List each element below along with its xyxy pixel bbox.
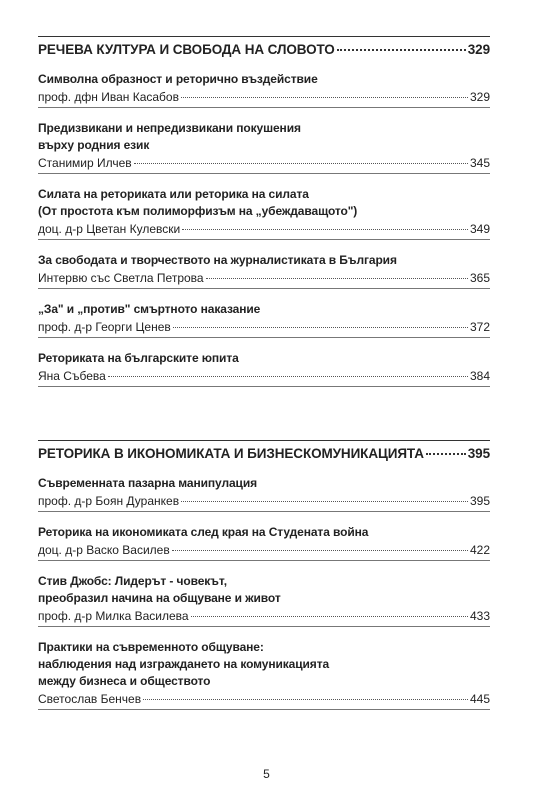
toc-entry — [38, 639, 490, 710]
entry-author: проф. дфн Иван Касабов — [38, 90, 179, 104]
toc-entry — [38, 186, 490, 240]
entry-rule — [38, 288, 490, 289]
section-title: РЕТОРИКА В ИКОНОМИКАТА И БИЗНЕСКОМУНИКАЦИЯТА — [38, 446, 424, 461]
entry-page: 433 — [469, 609, 490, 623]
entry-author-line — [38, 220, 490, 238]
entry-title: Силата на реториката или реторика на силата — [38, 187, 309, 201]
entry-author-line — [38, 367, 490, 385]
entry-author: Станимир Илчев — [38, 156, 132, 170]
entry-rule — [38, 709, 490, 710]
entry-author: проф. д-р Боян Дуранкев — [38, 494, 180, 508]
entry-rule — [38, 107, 490, 108]
dot-leader — [173, 327, 468, 328]
entry-rule — [38, 560, 490, 561]
toc-section-speech-culture — [38, 36, 490, 399]
section-page: 329 — [467, 42, 490, 57]
entry-title-continued: между бизнеса и обществото — [38, 674, 211, 688]
entry-title: Реториката на българските юпита — [38, 351, 239, 365]
entry-title: „За" и „против" смъртното наказание — [38, 302, 261, 316]
entry-title: Реторика на икономиката след края на Студената война — [38, 525, 369, 539]
dot-leader — [172, 550, 468, 551]
section-page: 395 — [467, 446, 490, 461]
entry-page: 384 — [469, 369, 490, 383]
entry-title: Символна образност и реторично въздействие — [38, 72, 318, 86]
entry-title: Съвременната пазарна манипулация — [38, 476, 258, 490]
entry-rule — [38, 239, 490, 240]
entry-title-continued: наблюдения над изграждането на комуникацията — [38, 657, 330, 671]
entry-title-continued: преобразил начина на общуване и живот — [38, 591, 281, 605]
entry-author-line — [38, 492, 490, 510]
toc-section-economics-rhetoric — [38, 440, 490, 722]
toc-entry — [38, 71, 490, 108]
entry-author-line — [38, 269, 490, 287]
dot-leader — [134, 163, 468, 164]
toc-entry — [38, 573, 490, 627]
entry-author-line — [38, 607, 490, 625]
entry-page: 329 — [469, 90, 490, 104]
section-title: РЕЧЕВА КУЛТУРА И СВОБОДА НА СЛОВОТО — [38, 42, 335, 57]
entry-page: 365 — [469, 271, 490, 285]
dot-leader — [206, 278, 468, 279]
entry-author-line — [38, 690, 490, 708]
dot-leader — [182, 229, 468, 230]
entry-title: Стив Джобс: Лидерът - човекът, — [38, 574, 227, 588]
entry-author: Яна Събева — [38, 369, 106, 383]
entry-rule — [38, 626, 490, 627]
entry-author: проф. д-р Милка Василева — [38, 609, 189, 623]
entry-rule — [38, 511, 490, 512]
dot-leader — [143, 699, 468, 700]
entry-page: 422 — [469, 543, 490, 557]
entry-author: Светослав Бенчев — [38, 692, 142, 706]
section-heading — [38, 446, 490, 461]
dot-leader — [426, 453, 466, 455]
toc-entry — [38, 252, 490, 289]
entry-title-continued: върху родния език — [38, 138, 150, 152]
entry-author: Интервю със Светла Петрова — [38, 271, 204, 285]
entry-page: 345 — [469, 156, 490, 170]
dot-leader — [181, 97, 468, 98]
entry-rule — [38, 337, 490, 338]
section-top-rule — [38, 440, 490, 441]
entry-author-line — [38, 154, 490, 172]
entry-page: 372 — [469, 320, 490, 334]
entry-author-line — [38, 541, 490, 559]
entry-rule — [38, 173, 490, 174]
entry-rule — [38, 386, 490, 387]
toc-entry — [38, 301, 490, 338]
entry-page: 349 — [469, 222, 490, 236]
toc-entry — [38, 350, 490, 387]
toc-entry — [38, 524, 490, 561]
entry-author: доц. д-р Васко Василев — [38, 543, 170, 557]
page-number: 5 — [263, 767, 270, 781]
section-top-rule — [38, 36, 490, 37]
entry-author-line — [38, 88, 490, 106]
dot-leader — [191, 616, 468, 617]
entry-author: проф. д-р Георги Ценев — [38, 320, 171, 334]
entry-author-line — [38, 318, 490, 336]
toc-entry — [38, 475, 490, 512]
dot-leader — [181, 501, 468, 502]
dot-leader — [337, 49, 466, 51]
entry-author: доц. д-р Цветан Кулевски — [38, 222, 181, 236]
section-heading — [38, 42, 490, 57]
entry-title: Предизвикани и непредизвикани покушения — [38, 121, 301, 135]
entry-title: Практики на съвременното общуване: — [38, 640, 264, 654]
toc-entry — [38, 120, 490, 174]
entry-page: 445 — [469, 692, 490, 706]
entry-title: За свободата и творчеството на журналистиката в България — [38, 253, 397, 267]
entry-page: 395 — [469, 494, 490, 508]
dot-leader — [108, 376, 468, 377]
entry-title-continued: (От простота към полиморфизъм на „убеждаващото") — [38, 204, 358, 218]
